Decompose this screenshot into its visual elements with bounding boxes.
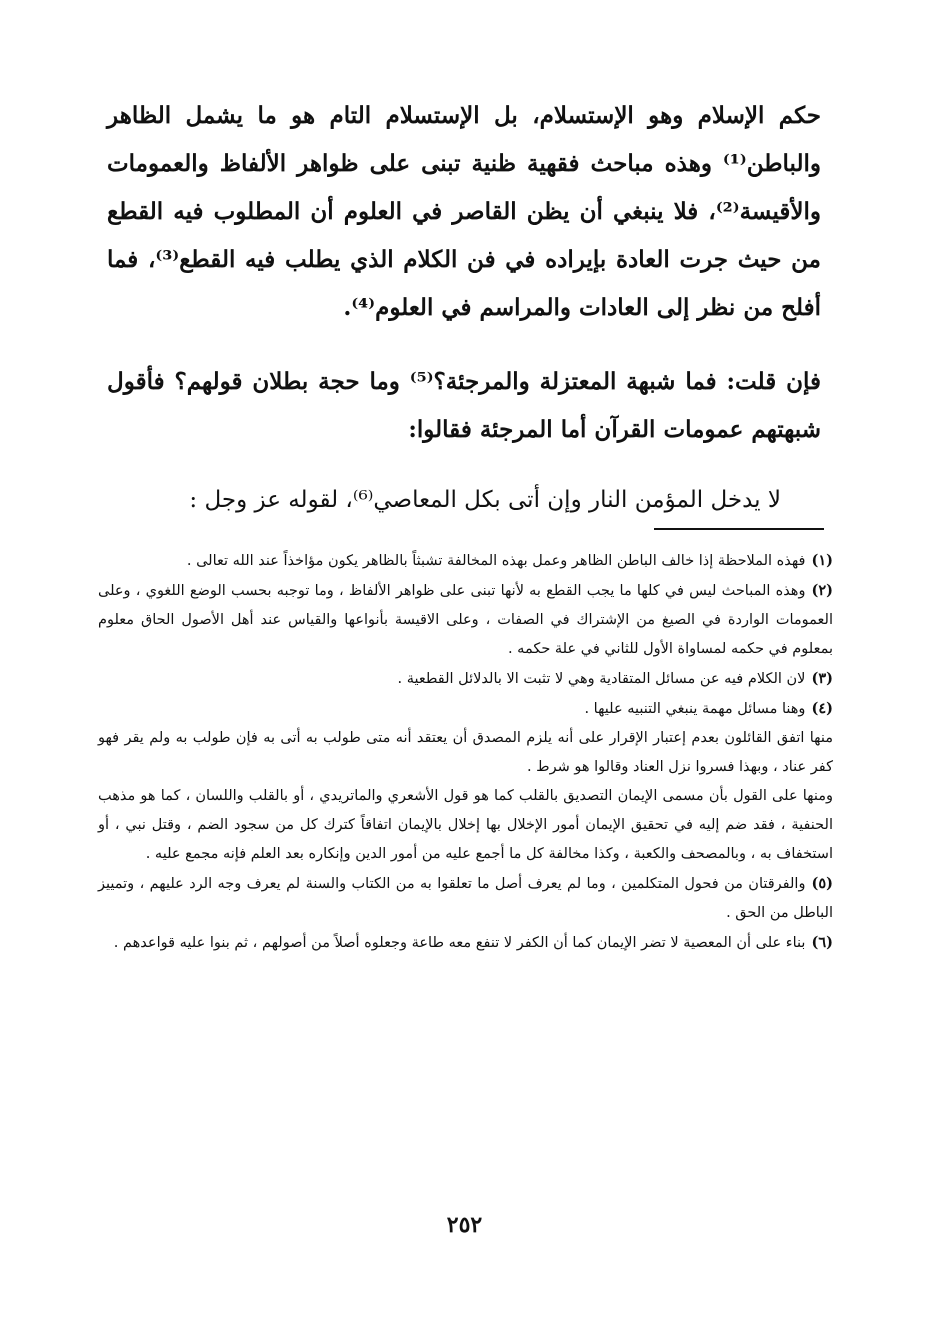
footnote-number: (٤) (811, 700, 833, 717)
footnote-number: (٦) (811, 934, 833, 951)
footnote-4 (98, 694, 833, 724)
footnote-text: فهذه الملاحظة إذا خالف الباطن الظاهر وعمل بهذه المخالفة تشبثاً بالظاهر يكون مؤاخذاً عند الله تعالى . (186, 553, 806, 569)
footnote-3 (98, 664, 833, 694)
footnote-number: (١) (811, 552, 833, 569)
main-text (107, 92, 821, 524)
page-number: ٢٥٢ (446, 1212, 483, 1238)
footnote-text: بناء على أن المعصية لا تضر الإيمان كما أن الكفر لا تنفع معه طاعة وجعلوه أصلاً من أصولهم ، ثم بنوا عليه قواعدهم . (113, 935, 806, 951)
footnote-separator (654, 528, 824, 530)
footnote-4-sub-1: منها اتفق القائلون بعدم إعتبار الإقرار على أنه يلزم المصدق أن يعتقد أنه متى طولب به أتى به فإن طولب به ولم يقر فهو كفر عناد ، وبهذا فسروا نزل العناد وقالوا هو شرط . (98, 730, 833, 775)
footnotes (98, 546, 833, 958)
footnote-text: وهذه المباحث ليس في كلها ما يجب القطع به لأنها تبنى على ظواهر الألفاظ ، وما توجبه بحسب الوضع اللغوي ، وعلى العمومات الواردة في الصيغ من الإشتراك في الصفات ، وعلى الاقيسة بأنواعها والقياس عند أهل الأصول الحاق معلوم بمعلوم في حكمه لمساواة الأول للثاني في علة حكمه . (98, 583, 833, 657)
footnote-text: وهنا مسائل مهمة ينبغي التنبيه عليها . (584, 701, 806, 717)
footnote-5 (98, 869, 833, 928)
paragraph-2: فإن قلت: فما شبهة المعتزلة والمرجئة؟⁽⁵⁾ وما حجة بطلان قولهم؟ فأقول شبهتهم عمومات القرآن أما المرجئة فقالوا: (107, 368, 821, 443)
footnote-number: (٢) (811, 582, 833, 599)
paragraph-3: لا يدخل المؤمن النار وإن أتى بكل المعاصي⁽⁶⁾، لقوله عز وجل : (189, 487, 781, 513)
footnote-4-sub-2: ومنها على القول بأن مسمى الإيمان التصديق بالقلب كما هو قول الأشعري والماتريدي ، أو بالقلب واللسان ، كما هو مذهب الحنفية ، فقد ضم إليه في تحقيق الإيمان أمور الإخلال بها إخلال بالإيمان اتفاقاً كترك كل من سجود الضم ، وقتل نبي ، أو استخفاف به ، وبالمصحف والكعبة ، وكذا مخالفة كل ما أجمع عليه من أمور الدين وإنكاره بعد العلم فإنه مجمع عليه . (98, 788, 833, 862)
footnote-number: (٣) (811, 670, 833, 687)
footnote-2 (98, 576, 833, 664)
footnote-number: (٥) (811, 875, 833, 892)
footnote-text: لان الكلام فيه عن مسائل المتقادية وهي لا تثبت الا بالدلائل القطعية . (397, 671, 806, 687)
footnote-1 (98, 546, 833, 576)
paragraph-1: حكم الإسلام وهو الإستسلام، بل الإستسلام التام هو ما يشمل الظاهر والباطن⁽¹⁾ وهذه مباحث فقهية ظنية تبنى على ظواهر الألفاظ والعمومات والأقيسة⁽²⁾، فلا ينبغي أن يظن القاصر في العلوم أن المطلوب فيه القطع من حيث جرت العادة بإيراده في فن الكلام الذي يطلب فيه القطع⁽³⁾، فما أفلح من نظر إلى العادات والمراسم في العلوم⁽⁴⁾. (107, 102, 821, 321)
footnote-text: والفرقتان من فحول المتكلمين ، وما لم يعرف أصل ما تعلقوا به من الكتاب والسنة لم يعرف وجه الرد عليهم ، وتمييز الباطل من الحق . (98, 876, 833, 921)
footnote-6 (98, 928, 833, 958)
